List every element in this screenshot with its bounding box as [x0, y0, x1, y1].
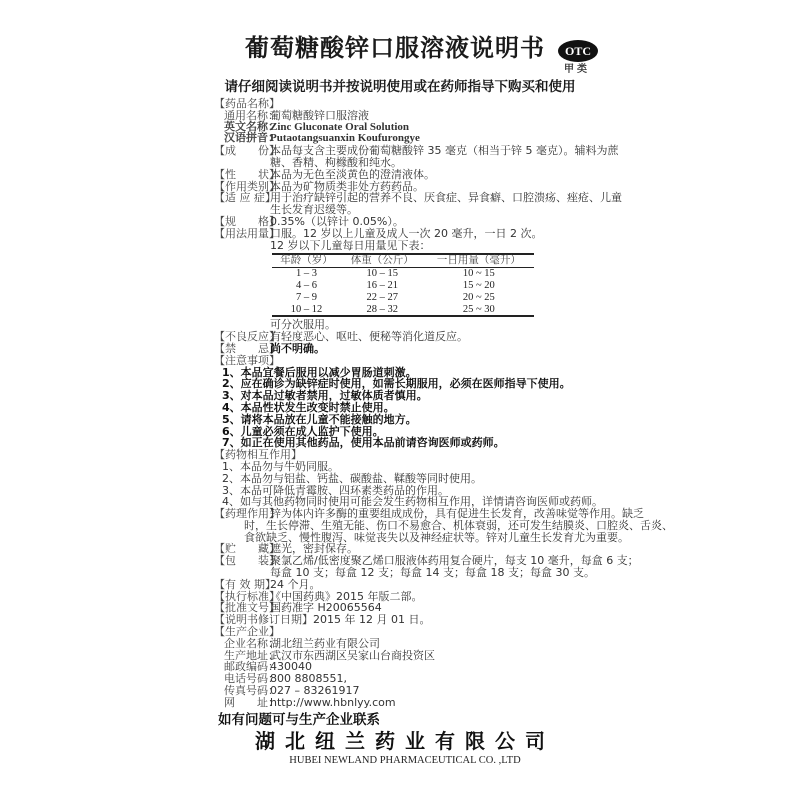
row-text: 6、儿童必须在成人监护下使用。	[222, 424, 384, 438]
leaflet-row	[214, 110, 614, 122]
row-text: 遮光，密封保存。	[270, 542, 358, 556]
row-label: 【不良反应】	[214, 330, 280, 344]
contact-note: 如有问题可与生产企业联系	[218, 711, 380, 728]
row-text: 430040	[270, 660, 312, 674]
row-label: 【批准文号】	[214, 601, 280, 615]
row-label: 【作用类别】	[214, 179, 280, 193]
leaflet-row	[214, 355, 614, 367]
row-text: 聚氯乙烯/低密度聚乙烯口服液体药用复合硬片，每支 10 毫升，每盒 6 支；	[270, 554, 639, 568]
row-text: 027 – 83261917	[270, 684, 360, 698]
row-text: 0.35%（以锌计 0.05%）。	[270, 214, 404, 228]
row-text: 1、本品宜餐后服用以减少胃肠道刺激。	[222, 365, 417, 379]
row-label: 【有 效 期】	[214, 577, 276, 591]
row-label: 【包 装】	[214, 554, 280, 568]
company-name-en: HUBEI NEWLAND PHARMACEUTICAL CO. ,LTD	[289, 754, 521, 766]
row-text: 每盒 10 支；每盒 12 支；每盒 14 支；每盒 18 支；每盒 30 支。	[270, 566, 595, 580]
row-text: 生长发育迟缓等。	[270, 203, 358, 217]
row-text: 《中国药典》2015 年版二部。	[270, 589, 423, 603]
row-label: 【禁 忌】	[214, 341, 280, 355]
usage-instruction-subtitle: 请仔细阅读说明书并按说明使用或在药师指导下购买和使用	[224, 79, 576, 95]
dosage-table-row	[272, 268, 534, 280]
dosage-table-cell: 4 – 6	[295, 279, 317, 291]
otc-class-label: 甲类	[564, 64, 590, 75]
row-label: 通用名称：	[224, 108, 279, 122]
row-label: 【适 应 症】	[214, 191, 276, 205]
row-text: 3、对本品过敏者禁用，过敏体质者慎用。	[222, 389, 428, 403]
leaflet-row	[214, 414, 614, 426]
row-text: 锌为体内许多酶的重要组成成份，具有促进生长发育，改善味觉等作用。缺乏	[270, 507, 644, 521]
leaflet-row	[214, 473, 614, 485]
leaflet-row	[214, 638, 614, 650]
row-label: 【药理作用】	[214, 507, 280, 521]
leaflet-row	[214, 518, 673, 532]
dosage-table-cell: 20 ~ 25	[462, 291, 495, 303]
dosage-table-cell: 22 – 27	[366, 291, 399, 303]
dosage-table-row	[272, 292, 534, 304]
leaflet-row	[214, 697, 614, 709]
leaflet-row	[214, 343, 614, 355]
row-text: 有轻度恶心、呕吐、便秘等消化道反应。	[270, 330, 468, 344]
leaflet-section-bottom	[214, 318, 673, 709]
row-label: 汉语拼音：	[224, 132, 279, 145]
row-label: 【注意事项】	[214, 353, 280, 367]
row-text: http://www.hbnlyy.com	[270, 695, 396, 709]
dosage-table-cell: 10 – 12	[272, 304, 341, 317]
row-text: 1、本品勿与牛奶同服。	[222, 459, 339, 473]
dosage-table-row	[272, 304, 534, 317]
dosage-table-cell: 28 – 32	[341, 304, 424, 317]
leaflet-row	[214, 228, 614, 240]
document-title: 葡萄糖酸锌口服溶液说明书	[245, 34, 545, 62]
row-label: 【用法用量】	[214, 226, 280, 240]
leaflet-section-top	[214, 97, 622, 252]
row-label: 【成 份】	[214, 144, 280, 158]
row-label: 【药物相互作用】	[214, 448, 302, 462]
row-label: 英文名称：	[224, 120, 279, 133]
row-label: 电话号码：	[224, 672, 279, 686]
row-text: 武汉市东西湖区吴家山台商投资区	[270, 648, 435, 662]
row-label: 邮政编码：	[224, 660, 279, 674]
row-label: 【说明书修订日期】	[214, 613, 313, 627]
row-label: 【贮 藏】	[214, 542, 280, 556]
row-text: 用于治疗缺锌引起的营养不良、厌食症、异食癖、口腔溃疡、痤疮、儿童	[270, 191, 622, 205]
row-text: 7、如正在使用其他药品，使用本品前请咨询医师或药师。	[222, 436, 505, 450]
row-label: 企业名称：	[224, 636, 279, 650]
row-label	[214, 240, 270, 252]
row-text: 本品每支含主要成份葡萄糖酸锌 35 毫克（相当于锌 5 毫克）。辅料为蔗	[270, 144, 619, 158]
row-text: 食欲缺乏、慢性腹泻、味觉丧失以及神经症状等。锌对儿童生长发育尤为重要。	[244, 530, 629, 544]
leaflet-row	[214, 169, 614, 181]
row-text: 糖、香精、枸橼酸和纯水。	[270, 155, 402, 169]
leaflet-row	[214, 579, 614, 591]
row-text: 尚不明确。	[270, 341, 325, 355]
row-label: 传真号码：	[224, 684, 279, 698]
leaflet-footer	[0, 712, 800, 768]
row-text: 2、应在确诊为缺锌症时使用，如需长期服用，必须在医师指导下使用。	[222, 377, 571, 391]
row-text: 2015 年 12 月 01 日。	[313, 613, 431, 627]
row-text: 800 8808551,	[270, 672, 347, 686]
row-label: 【药品名称】	[214, 97, 280, 110]
row-label: 【规 格】	[214, 214, 280, 228]
dosage-table-cell: 7 – 9	[295, 291, 317, 303]
leaflet-row	[214, 240, 614, 252]
dosage-table-column-header: 体重（公斤）	[341, 254, 424, 267]
row-label: 【性 状】	[214, 167, 280, 181]
row-text: 本品为无色至淡黄色的澄清液体。	[270, 167, 435, 181]
dosage-table-cell: 10 – 15	[366, 268, 399, 280]
row-label: 【执行标准】	[214, 589, 280, 603]
row-text: 可分次服用。	[270, 318, 336, 332]
row-label: 生产地址：	[224, 648, 279, 662]
row-text: 葡萄糖酸锌口服溶液	[270, 108, 369, 122]
row-label	[214, 520, 244, 532]
row-text: 时，生长停滞、生殖无能、伤口不易愈合、机体衰弱，还可发生结膜炎、口腔炎、舌炎、	[244, 518, 673, 532]
dosage-table-cell: 1 – 3	[295, 268, 317, 280]
dosage-table-cell: 25 ~ 30	[424, 304, 534, 317]
dosage-table	[272, 253, 534, 317]
dosage-table-cell: 10 ~ 15	[462, 268, 495, 280]
row-text: 4、如与其他药物同时使用可能会发生药物相互作用，详情请咨询医师或药师。	[222, 495, 603, 509]
row-text: Zinc Gluconate Oral Solution	[270, 120, 410, 133]
row-text: 国药准字 H20065564	[270, 601, 382, 615]
otc-badge: OTC	[558, 40, 598, 62]
row-text: 口服。12 岁以上儿童及成人一次 20 毫升，一日 2 次。	[270, 226, 543, 240]
leaflet-body	[214, 97, 673, 768]
dosage-table-column-header: 年龄（岁）	[272, 254, 341, 267]
row-text: 3、本品可降低青霉胺、四环素类药品的作用。	[222, 483, 449, 497]
leaflet-row	[214, 461, 614, 473]
row-text: Putaotangsuanxin Koufurongye	[270, 132, 420, 145]
row-text: 5、请将本品放在儿童不能接触的地方。	[222, 412, 417, 426]
row-label: 【生产企业】	[214, 625, 280, 639]
row-text: 本品为矿物质类非处方药药品。	[270, 179, 424, 193]
leaflet-row	[214, 216, 614, 228]
dosage-table-cell: 16 – 21	[366, 279, 399, 291]
row-text: 24 个月。	[270, 577, 321, 591]
leaflet-row	[214, 157, 614, 169]
row-text: 12 岁以下儿童每日用量见下表：	[270, 238, 431, 252]
company-name-cn: 湖北纽兰药业有限公司	[255, 728, 555, 753]
leaflet-row	[214, 402, 614, 414]
dosage-table-row	[272, 280, 534, 292]
dosage-table-header	[272, 254, 534, 267]
row-text: 湖北纽兰药业有限公司	[270, 636, 380, 650]
dosage-table-column-header: 一日用量（毫升）	[424, 254, 534, 267]
row-label	[214, 157, 270, 169]
row-text: 2、本品勿与铝盐、钙盐、碳酸盐、鞣酸等同时使用。	[222, 471, 482, 485]
row-label: 网 址：	[224, 695, 279, 709]
dosage-table-cell: 15 ~ 20	[462, 279, 495, 291]
row-text: 4、本品性状发生改变时禁止使用。	[222, 400, 395, 414]
